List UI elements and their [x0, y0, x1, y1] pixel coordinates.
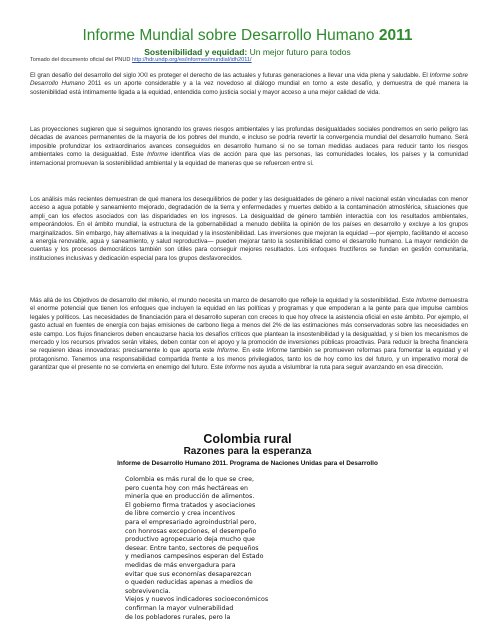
excerpt-block [125, 476, 325, 622]
excerpt-line: con honrosas excepciones, el desempeño [125, 527, 257, 535]
p4-text-e: nos ayuda a vislumbrar la ruta para seguir avanzando en esa dirección. [245, 364, 444, 372]
p4-emphasis-3: Informe [266, 347, 288, 355]
excerpt-line: desear. Entre tanto, sectores de pequeños [125, 544, 259, 552]
paragraph-2 [30, 126, 468, 168]
section-reference: Informe de Desarrollo Humano 2011. Programa de Naciones Unidas para el Desarrollo [117, 460, 378, 467]
excerpt-line: evitar que sus economías desaparezcan [125, 570, 252, 578]
excerpt-line: y medianos campesinos esperan del Estado [125, 553, 264, 561]
title-year: 2011 [378, 27, 413, 44]
excerpt-line: pero cuenta hoy con más hectáreas en [125, 484, 248, 492]
p2-text-b: identifica vías de acción para que las personas, las comunidades locales, los países y la comunidad internacional promuevan la sostenibilidad ambiental y la equidad de maneras que se refuercen entre sí. [30, 151, 468, 167]
source-link[interactable]: http://hdr.undp.org/es/informes/mundial/idh2011/ [131, 57, 252, 63]
paragraph-1 [30, 72, 468, 97]
p4-emphasis-4: Informe [224, 364, 246, 372]
p4-emphasis-2: Informe [216, 347, 238, 355]
subtitle-bold: Sostenibilidad y equidad: [144, 47, 248, 57]
title-main: Informe Mundial sobre Desarrollo Humano [82, 27, 375, 44]
excerpt-line: medidas de más envergadura para [125, 561, 236, 569]
p1-text-b: 2011 es un aporte considerable y a la vez novedoso al diálogo mundial en torno a este desafío, y demuestra de qué manera la sostenibilidad está íntimamente ligada a la equidad, entendida como justicia social y mayor acceso a una mejor calidad de vida. [30, 80, 468, 96]
excerpt-line: para el empresariado agroindustrial pero, [125, 518, 257, 526]
paragraph-4 [30, 297, 468, 373]
p2-emphasis: Informe [146, 151, 168, 159]
excerpt-line: minería que en producción de alimentos. [125, 493, 255, 501]
paragraph-3: Los análisis más recientes demuestran de qué manera los desequilibrios de poder y las desigualdades de género a nivel nacional están vinculadas con menor acceso a agua potable y saneamiento mejorado, degradación de la tierra y enfermedades y muertes debido a la contaminación atmosférica, situaciones que ampli_can los efectos asociados con las disparidades en los ingresos. La desigualdad de género también interactúa con los resultados ambientales, empeorándolos. En el ámbito mundial, la estructura de la gobernabilidad a menudo debilita la opinión de los países en desarrollo y excluye a los grupos marginalizados. Sin embargo, hay alternativas a la inequidad y la insostenibilidad. Las inversiones que mejoran la equidad —por ejemplo, facilitando el acceso a energía renovable, agua y saneamiento, y salud reproductiva— pueden mejorar tanto la sostenibilidad como el desarrollo humano. La mayor rendición de cuentas y los procesos democráticos también son útiles para conseguir mejores resultados. Los enfoques fructíferos se fundan en gestión comunitaria, instituciones inclusivas y dedicación especial para los grupos desfavorecidos. [30, 196, 468, 262]
section-subtitle: Razones para la esperanza [183, 446, 312, 457]
p4-text-d: también se promueven reformas para fomentar la equidad y el protagonismo. Tenemos una responsabilidad compartida frente a los menos privilegiados, tanto los de hoy como los del futuro, y un imperativo moral de garantizar que el presente no se convierta en enemigo del futuro. Este [30, 347, 469, 372]
excerpt-line: de los pobladores rurales, pero la [125, 613, 231, 621]
excerpt-line: confirman la mayor vulnerabilidad [125, 604, 234, 612]
p4-text-b: demuestra el enorme potencial que tienen los enfoques que incluyen la equidad en las políticas y programas y que empoderan a la gente para que impulse cambios legales y políticos. Las necesidades de financiación para el desarrollo superan con creces lo que hoy ofrece la asistencia oficial en este ámbito. Por ejemplo, el gasto actual en fuentes de energía con bajas emisiones de carbono llega a menos del 2% de las estimaciones más conservadoras sobre las necesidades en este campo. Los flujos financieros deben encauzarse hacia los desafíos críticos que plantean la insostenibilidad y la desigualdad, y si bien los mecanismos de mercado y los recursos privados serán vitales, deben contar con el apoyo y la promoción de inversiones públicas proactivas. Para reducir la brecha financiera se requieren ideas innovadoras: precisamente lo que aporta este [30, 297, 469, 355]
excerpt-line: de libre comercio y crea incentivos [125, 510, 236, 518]
subtitle-rest: Un mejor futuro para todos [247, 47, 351, 57]
p4-text-c: . En este [237, 347, 267, 355]
document-subtitle [0, 47, 495, 57]
excerpt-line: El gobierno firma tratados y asociaciones [125, 501, 256, 509]
excerpt-line: Colombia es más rural de lo que se cree, [125, 476, 254, 483]
document-title [0, 27, 495, 45]
p1-text-a: El gran desafío del desarrollo del siglo XXI es proteger el derecho de las actuales y futuras generaciones a llevar una vida plena y saludable. El [30, 72, 430, 79]
p4-text-a: Más allá de los Objetivos de desarrollo del milenio, el mundo necesita un marco de desarrollo que refleje la equidad y la sostenibilidad. Este [30, 297, 417, 304]
source-prefix: Tomado del documento oficial del PNUD [30, 57, 132, 63]
section-title: Colombia rural [203, 432, 292, 446]
p1-emphasis: Informe sobre Desarrollo Humano [30, 72, 468, 88]
excerpt-line: Viejos y nuevos indicadores socioeconómicos [125, 596, 269, 604]
excerpt-line: sobrevivencia. [125, 587, 171, 595]
excerpt-line: productivo agropecuario deja mucho que [125, 536, 255, 544]
p4-emphasis-1: Informe [416, 297, 438, 304]
p2-text-a: Las proyecciones sugieren que si seguimos ignorando los graves riesgos ambientales y las profundas desigualdades sociales pondremos en serio peligro las décadas de avances permanentes de la mayoría de los pobres del mundo, e incluso se podría revertir la convergencia mundial del desarrollo humano. Será imposible profundizar los extraordinarios avances conseguidos en desarrollo humano si no se toman medidas audaces para reducir tanto los riesgos ambientales como la desigualdad. Este [30, 126, 468, 159]
excerpt-line: o queden reducidas apenas a medios de [125, 579, 253, 587]
source-note [30, 57, 252, 64]
